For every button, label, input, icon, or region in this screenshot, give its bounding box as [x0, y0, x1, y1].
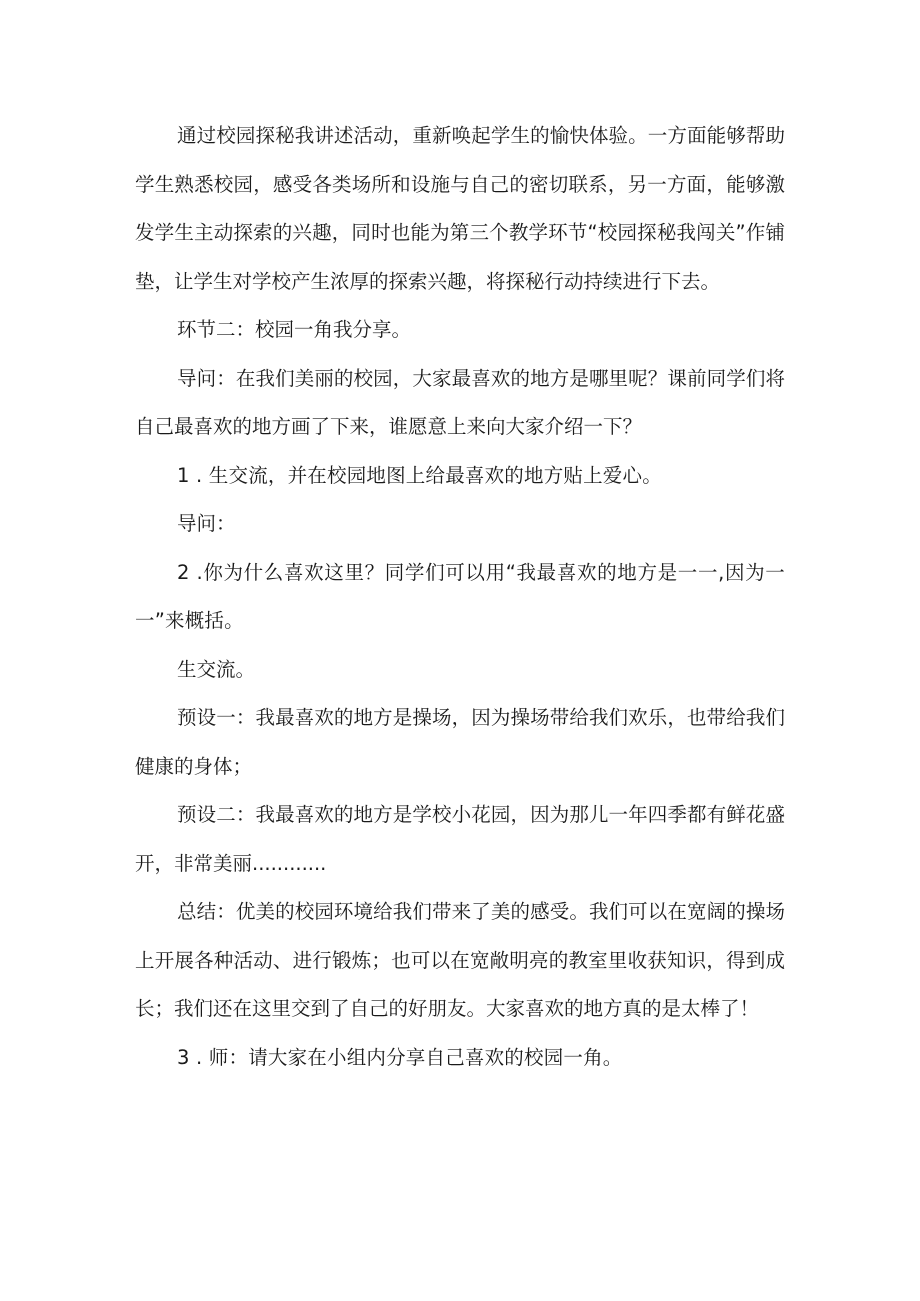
- document-body: [135, 112, 785, 1082]
- numbered-step-1: 1 . 生交流，并在校园地图上给最喜欢的地方贴上爱心。: [177, 463, 662, 487]
- paragraph-intro: 通过校园探秘我讲述活动，重新唤起学生的愉快体验。一方面能够帮助学生熟悉校园，感受各类场所和设施与自己的密切联系，另一方面，能够激发学生主动探索的兴趣，同时也能为第三个教学环节“校园探秘我闯关”作铺垫，让学生对学校产生浓厚的探索兴趣，将探秘行动持续进行下去。: [135, 124, 785, 293]
- paragraph-preset-1: 预设一：我最喜欢的地方是操场，因为操场带给我们欢乐，也带给我们健康的身体；: [135, 706, 785, 778]
- paragraph-student-exchange: 生交流。: [177, 657, 256, 681]
- paragraph-summary: 总结：优美的校园环境给我们带来了美的感受。我们可以在宽阔的操场上开展各种活动、进行锻炼；也可以在宽敞明亮的教室里收获知识，得到成长；我们还在这里交到了自己的好朋友。大家喜欢的地方真的是太棒了！: [135, 900, 785, 1020]
- paragraph-preset-2: 预设二：我最喜欢的地方是学校小花园，因为那儿一年四季都有鲜花盛开，非常美丽............: [135, 803, 785, 875]
- paragraph-guiding-question: 导问：在我们美丽的校园，大家最喜欢的地方是哪里呢？课前同学们将自己最喜欢的地方画了下来，谁愿意上来向大家介绍一下？: [135, 366, 785, 438]
- numbered-step-3: 3 . 师：请大家在小组内分享自己喜欢的校园一角。: [177, 1045, 623, 1069]
- section-heading: 环节二：校园一角我分享。: [177, 318, 412, 341]
- numbered-step-2: 2 .你为什么喜欢这里？同学们可以用“我最喜欢的地方是一一,因为一一”来概括。: [135, 560, 785, 632]
- paragraph-guiding-question-2: 导问：: [177, 512, 236, 535]
